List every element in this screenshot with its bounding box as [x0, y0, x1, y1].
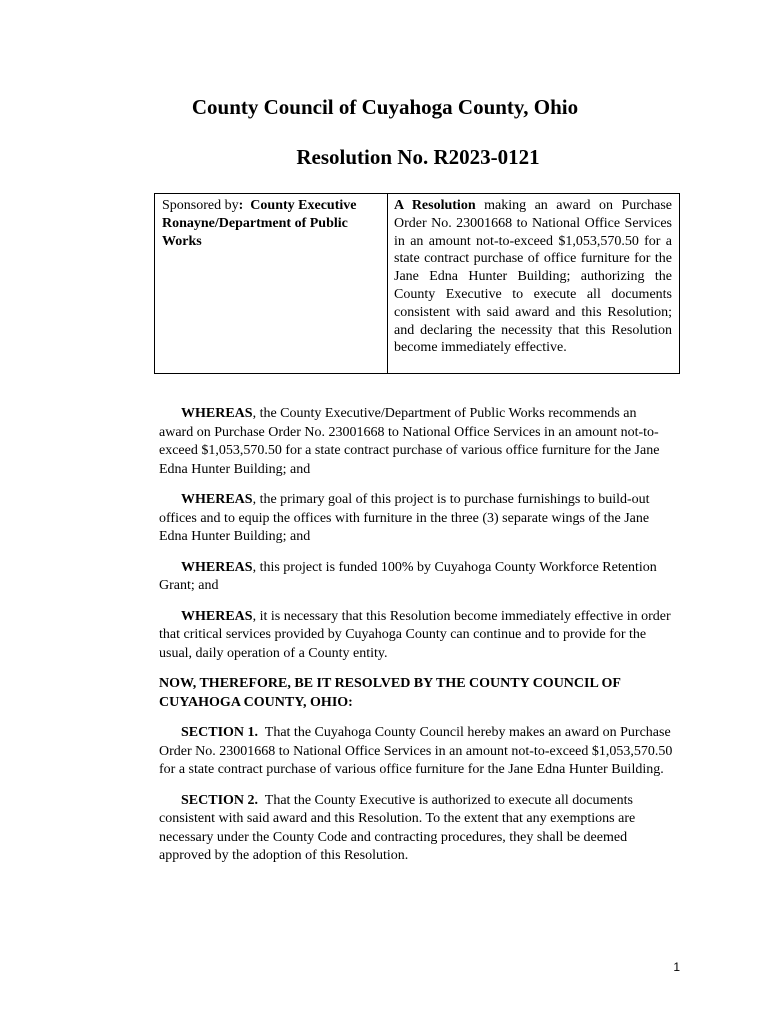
page-number: 1	[673, 960, 680, 974]
summary-text: making an award on Purchase Order No. 23001668 to National Office Services in an amount not-to-exceed $1,053,570.50 for a state contract purchase of office furniture for the Jane Edna Hunter Building; authorizing the County Executive to execute all documents consistent with said award and this Resolution; and declaring the necessity that this Resolution become immediately effective.	[394, 198, 673, 356]
section-heading: SECTION 1.	[181, 725, 259, 740]
section-paragraph	[159, 724, 674, 780]
resolution-number: Resolution No. R2023-0121	[296, 145, 540, 169]
sponsor-summary-table	[154, 193, 680, 374]
section-paragraph	[159, 792, 674, 866]
resolved-clause: NOW, THEREFORE, BE IT RESOLVED BY THE COUNTY COUNCIL OF CUYAHOGA COUNTY, OHIO:	[159, 676, 621, 710]
sponsor-label: Sponsored by	[162, 198, 239, 213]
whereas-text: , it is necessary that this Resolution become immediately effective in order that critical services provided by Cuyahoga County can continue and to provide for the usual, daily operation of a County entity.	[159, 608, 671, 661]
whereas-text: , this project is funded 100% by Cuyahoga County Workforce Retention Grant; and	[159, 559, 657, 593]
whereas-paragraph	[159, 405, 674, 479]
whereas-text: , the primary goal of this project is to purchase furnishings to build-out offices and to equip the offices with furniture in the three (3) separate wings of the Jane Edna Hunter Building; and	[159, 492, 650, 544]
resolution-body	[159, 405, 674, 878]
whereas-keyword: WHEREAS	[181, 559, 253, 575]
whereas-keyword: WHEREAS	[181, 608, 253, 624]
section-text: That the County Executive is authorized to execute all documents consistent with said award and this Resolution. To the extent that any exemptions are necessary under the County Code and contracting procedures, they shall be deemed approved by the adoption of this Resolution.	[159, 792, 636, 863]
summary-lead: A Resolution	[394, 198, 476, 213]
whereas-paragraph	[159, 559, 674, 596]
whereas-paragraph	[159, 491, 674, 547]
whereas-keyword: WHEREAS	[181, 492, 253, 507]
whereas-paragraph	[159, 608, 674, 664]
sponsor-cell	[155, 194, 388, 373]
sponsor-name: County Executive Ronayne/Department of Public Works	[162, 198, 357, 249]
section-heading: SECTION 2.	[181, 792, 259, 808]
section-text: That the Cuyahoga County Council hereby makes an award on Purchase Order No. 23001668 to National Office Services in an amount not-to-exceed $1,053,570.50 for a state contract purchase of various office furniture for the Jane Edna Hunter Building.	[159, 725, 673, 777]
sponsor-colon: :	[238, 198, 244, 213]
summary-cell	[388, 194, 679, 373]
whereas-text: , the County Executive/Department of Public Works recommends an award on Purchase Order No. 23001668 to National Office Services in an amount not-to-exceed $1,053,570.50 for a state contract purchase of various office furniture for the Jane Edna Hunter Building; and	[159, 406, 660, 477]
whereas-keyword: WHEREAS	[181, 406, 253, 421]
page-title: County Council of Cuyahoga County, Ohio	[191, 95, 579, 119]
